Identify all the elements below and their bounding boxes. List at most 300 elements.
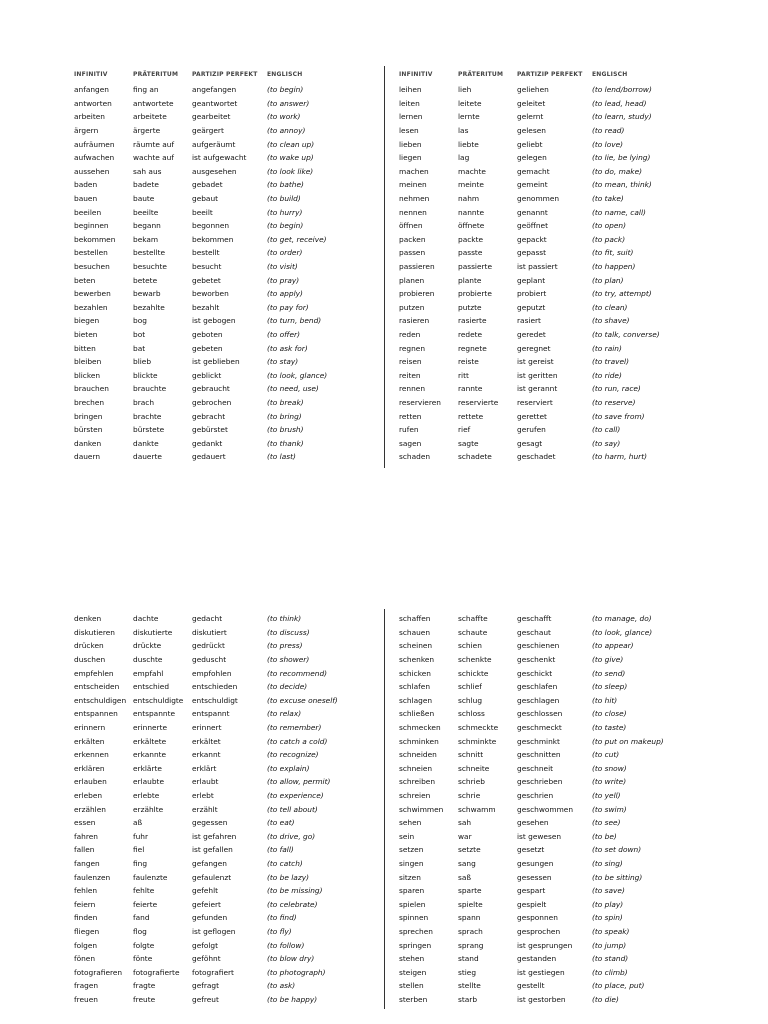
cell-englisch: (to be)	[592, 831, 617, 841]
cell-partizip-perfekt: gelesen	[517, 126, 546, 136]
cell-infinitiv: dauern	[74, 452, 101, 462]
table-row	[399, 938, 717, 952]
cell-praeteritum: lieh	[458, 85, 472, 95]
cell-praeteritum: stand	[458, 954, 479, 964]
cell-englisch: (to love)	[592, 139, 624, 149]
cell-infinitiv: setzen	[399, 845, 424, 855]
cell-infinitiv: antworten	[74, 98, 112, 108]
cell-englisch: (to run, race)	[592, 384, 641, 394]
table-row	[399, 341, 717, 355]
cell-praeteritum: war	[458, 831, 472, 841]
cell-partizip-perfekt: geschafft	[517, 614, 552, 624]
table-row	[74, 450, 392, 464]
table-row	[399, 396, 717, 410]
cell-infinitiv: passen	[399, 248, 426, 258]
cell-praeteritum: sparte	[458, 886, 482, 896]
table-row	[399, 965, 717, 979]
cell-praeteritum: erkannte	[133, 750, 167, 760]
cell-praeteritum: feierte	[133, 899, 158, 909]
table-row	[399, 382, 717, 396]
cell-englisch: (to blow dry)	[267, 954, 315, 964]
table-row	[399, 151, 717, 165]
table-row	[399, 857, 717, 871]
cell-infinitiv: schreiben	[399, 777, 435, 787]
cell-partizip-perfekt: gefehlt	[192, 886, 219, 896]
cell-partizip-perfekt: ist geblieben	[192, 357, 240, 367]
cell-partizip-perfekt: gebaut	[192, 194, 219, 204]
cell-infinitiv: fliegen	[74, 926, 100, 936]
cell-infinitiv: denken	[74, 614, 102, 624]
cell-infinitiv: fotografieren	[74, 967, 123, 977]
cell-englisch: (to take)	[592, 194, 624, 204]
table-row	[74, 97, 392, 111]
table-row	[74, 368, 392, 382]
cell-infinitiv: reiten	[399, 370, 421, 380]
cell-partizip-perfekt: erkannt	[192, 750, 221, 760]
cell-englisch: (to die)	[592, 994, 619, 1004]
cell-englisch: (to speak)	[592, 926, 630, 936]
cell-praeteritum: schenkte	[458, 655, 492, 665]
cell-infinitiv: erklären	[74, 763, 105, 773]
cell-infinitiv: erkälten	[74, 736, 105, 746]
cell-partizip-perfekt: geschienen	[517, 641, 560, 651]
table-row	[74, 993, 392, 1007]
cell-englisch: (to talk, converse)	[592, 329, 660, 339]
table-row	[74, 952, 392, 966]
table-row	[399, 368, 717, 382]
cell-englisch: (to be sitting)	[592, 872, 643, 882]
cell-partizip-perfekt: gelernt	[517, 112, 544, 122]
cell-praeteritum: schneite	[458, 763, 490, 773]
cell-infinitiv: rasieren	[399, 316, 430, 326]
table-row	[399, 314, 717, 328]
cell-infinitiv: baden	[74, 180, 98, 190]
cell-infinitiv: sitzen	[399, 872, 421, 882]
cell-praeteritum: sprach	[458, 926, 483, 936]
cell-partizip-perfekt: reserviert	[517, 397, 553, 407]
cell-praeteritum: entschied	[133, 682, 170, 692]
table-row	[74, 734, 392, 748]
cell-infinitiv: erzählen	[74, 804, 106, 814]
table-row	[399, 707, 717, 721]
cell-infinitiv: brechen	[74, 397, 105, 407]
cell-praeteritum: schnitt	[458, 750, 484, 760]
cell-partizip-perfekt: gegessen	[192, 818, 228, 828]
cell-infinitiv: singen	[399, 858, 424, 868]
cell-englisch: (to rain)	[592, 343, 622, 353]
cell-englisch: (to look, glance)	[592, 627, 653, 637]
cell-englisch: (to appear)	[592, 641, 634, 651]
table-row	[399, 775, 717, 789]
cell-praeteritum: wachte auf	[133, 153, 174, 163]
cell-infinitiv: nennen	[399, 207, 427, 217]
cell-infinitiv: scheinen	[399, 641, 433, 651]
table-row	[399, 97, 717, 111]
cell-praeteritum: schaute	[458, 627, 488, 637]
cell-infinitiv: passieren	[399, 262, 435, 272]
cell-infinitiv: sprechen	[399, 926, 433, 936]
cell-englisch: (to break)	[267, 397, 304, 407]
cell-partizip-perfekt: geschadet	[517, 452, 556, 462]
table-row	[74, 857, 392, 871]
header-partizip-perfekt: PARTIZIP PERFEKT	[517, 71, 583, 78]
table-row	[399, 246, 717, 260]
cell-praeteritum: machte	[458, 166, 486, 176]
cell-englisch: (to drive, go)	[267, 831, 316, 841]
table-row	[74, 789, 392, 803]
cell-partizip-perfekt: genannt	[517, 207, 548, 217]
cell-englisch: (to stay)	[267, 357, 299, 367]
cell-praeteritum: bekam	[133, 234, 159, 244]
cell-infinitiv: schicken	[399, 668, 431, 678]
cell-partizip-perfekt: gesprochen	[517, 926, 561, 936]
cell-englisch: (to wake up)	[267, 153, 314, 163]
cell-praeteritum: spann	[458, 913, 481, 923]
cell-englisch: (to place, put)	[592, 981, 645, 991]
cell-praeteritum: schmeckte	[458, 723, 499, 733]
cell-infinitiv: feiern	[74, 899, 96, 909]
cell-infinitiv: aussehen	[74, 166, 110, 176]
cell-praeteritum: schminkte	[458, 736, 497, 746]
cell-partizip-perfekt: empfohlen	[192, 668, 232, 678]
cell-praeteritum: sah aus	[133, 166, 162, 176]
header-partizip-perfekt: PARTIZIP PERFEKT	[192, 71, 258, 78]
cell-englisch: (to sing)	[592, 858, 623, 868]
cell-infinitiv: blicken	[74, 370, 101, 380]
cell-infinitiv: empfehlen	[74, 668, 114, 678]
cell-infinitiv: bürsten	[74, 425, 103, 435]
cell-praeteritum: schaffte	[458, 614, 488, 624]
cell-praeteritum: sagte	[458, 438, 479, 448]
cell-infinitiv: beten	[74, 275, 96, 285]
column-divider	[384, 609, 385, 1009]
cell-partizip-perfekt: geschlafen	[517, 682, 558, 692]
table-row	[399, 328, 717, 342]
cell-infinitiv: schaden	[399, 452, 431, 462]
cell-englisch: (to pack)	[592, 234, 626, 244]
table-row	[399, 287, 717, 301]
cell-englisch: (to mean, think)	[592, 180, 652, 190]
cell-englisch: (to stand)	[592, 954, 629, 964]
cell-englisch: (to clean up)	[267, 139, 315, 149]
cell-praeteritum: sprang	[458, 940, 484, 950]
cell-praeteritum: bog	[133, 316, 147, 326]
table-row	[74, 110, 392, 124]
cell-praeteritum: folgte	[133, 940, 155, 950]
table-header	[74, 66, 392, 83]
table-row	[399, 762, 717, 776]
cell-partizip-perfekt: gesagt	[517, 438, 543, 448]
table-row	[74, 423, 392, 437]
cell-infinitiv: erleben	[74, 791, 103, 801]
header-infinitiv: INFINITIV	[399, 71, 433, 78]
cell-englisch: (to need, use)	[267, 384, 319, 394]
cell-partizip-perfekt: gefunden	[192, 913, 228, 923]
cell-partizip-perfekt: ist gestorben	[517, 994, 566, 1004]
table-row	[74, 965, 392, 979]
cell-infinitiv: springen	[399, 940, 432, 950]
table-row	[74, 246, 392, 260]
cell-englisch: (to give)	[592, 655, 624, 665]
cell-englisch: (to offer)	[267, 329, 300, 339]
cell-praeteritum: schwamm	[458, 804, 496, 814]
cell-infinitiv: bieten	[74, 329, 98, 339]
cell-infinitiv: leiten	[399, 98, 420, 108]
table-row	[74, 273, 392, 287]
table-row	[74, 178, 392, 192]
cell-infinitiv: reden	[399, 329, 421, 339]
header-infinitiv: INFINITIV	[74, 71, 108, 78]
table-row	[74, 816, 392, 830]
cell-partizip-perfekt: geboten	[192, 329, 223, 339]
cell-englisch: (to travel)	[592, 357, 629, 367]
cell-infinitiv: beginnen	[74, 221, 109, 231]
top-right-block	[399, 66, 719, 464]
cell-englisch: (to recommend)	[267, 668, 328, 678]
cell-partizip-perfekt: gesetzt	[517, 845, 545, 855]
cell-praeteritum: baute	[133, 194, 155, 204]
cell-infinitiv: danken	[74, 438, 102, 448]
cell-englisch: (to jump)	[592, 940, 627, 950]
cell-infinitiv: nehmen	[399, 194, 430, 204]
cell-partizip-perfekt: geantwortet	[192, 98, 238, 108]
cell-infinitiv: erinnern	[74, 723, 106, 733]
cell-englisch: (to say)	[592, 438, 621, 448]
cell-englisch: (to be happy)	[267, 994, 318, 1004]
table-row	[399, 666, 717, 680]
cell-infinitiv: diskutieren	[74, 627, 115, 637]
cell-praeteritum: starb	[458, 994, 478, 1004]
table-row	[74, 938, 392, 952]
cell-praeteritum: bot	[133, 329, 146, 339]
cell-partizip-perfekt: geleitet	[517, 98, 546, 108]
cell-partizip-perfekt: geplant	[517, 275, 546, 285]
cell-infinitiv: rennen	[399, 384, 426, 394]
table-row	[74, 748, 392, 762]
cell-praeteritum: entschuldigte	[133, 695, 184, 705]
cell-infinitiv: folgen	[74, 940, 98, 950]
table-row	[74, 653, 392, 667]
cell-praeteritum: stellte	[458, 981, 481, 991]
cell-infinitiv: schwimmen	[399, 804, 444, 814]
table-row	[399, 423, 717, 437]
cell-englisch: (to thank)	[267, 438, 304, 448]
cell-englisch: (to decide)	[267, 682, 308, 692]
cell-partizip-perfekt: gesessen	[517, 872, 552, 882]
cell-partizip-perfekt: probiert	[517, 289, 547, 299]
cell-praeteritum: plante	[458, 275, 482, 285]
cell-partizip-perfekt: bekommen	[192, 234, 234, 244]
cell-partizip-perfekt: geschmeckt	[517, 723, 562, 733]
cell-englisch: (to snow)	[592, 763, 627, 773]
cell-partizip-perfekt: gefolgt	[192, 940, 219, 950]
cell-partizip-perfekt: ausgesehen	[192, 166, 237, 176]
cell-partizip-perfekt: ist passiert	[517, 262, 558, 272]
cell-praeteritum: brauchte	[133, 384, 167, 394]
cell-praeteritum: bewarb	[133, 289, 161, 299]
cell-englisch: (to hit)	[592, 695, 618, 705]
cell-englisch: (to begin)	[267, 85, 304, 95]
table-row	[399, 897, 717, 911]
cell-infinitiv: finden	[74, 913, 98, 923]
cell-partizip-perfekt: geliebt	[517, 139, 543, 149]
cell-englisch: (to harm, hurt)	[592, 452, 647, 462]
table-row	[74, 382, 392, 396]
cell-praeteritum: passierte	[458, 262, 493, 272]
cell-englisch: (to think)	[267, 614, 302, 624]
table-row	[399, 137, 717, 151]
cell-partizip-perfekt: gepackt	[517, 234, 547, 244]
cell-partizip-perfekt: geregnet	[517, 343, 551, 353]
cell-infinitiv: drücken	[74, 641, 104, 651]
cell-partizip-perfekt: geputzt	[517, 302, 546, 312]
cell-praeteritum: schlug	[458, 695, 483, 705]
cell-praeteritum: putzte	[458, 302, 482, 312]
cell-infinitiv: freuen	[74, 994, 98, 1004]
cell-englisch: (to relax)	[267, 709, 302, 719]
table-row	[74, 205, 392, 219]
cell-englisch: (to remember)	[267, 723, 322, 733]
cell-praeteritum: redete	[458, 329, 483, 339]
cell-praeteritum: fehlte	[133, 886, 155, 896]
cell-englisch: (to answer)	[267, 98, 310, 108]
cell-praeteritum: ärgerte	[133, 126, 161, 136]
cell-praeteritum: nahm	[458, 194, 480, 204]
cell-englisch: (to follow)	[267, 940, 305, 950]
cell-infinitiv: spinnen	[399, 913, 429, 923]
cell-englisch: (to see)	[592, 818, 621, 828]
table-row	[399, 626, 717, 640]
table-row	[74, 666, 392, 680]
cell-partizip-perfekt: gerettet	[517, 411, 547, 421]
cell-englisch: (to last)	[267, 452, 296, 462]
cell-infinitiv: steigen	[399, 967, 427, 977]
table-row	[74, 721, 392, 735]
cell-englisch: (to lend/borrow)	[592, 85, 652, 95]
cell-partizip-perfekt: gebeten	[192, 343, 223, 353]
cell-praeteritum: badete	[133, 180, 159, 190]
cell-partizip-perfekt: erlebt	[192, 791, 214, 801]
cell-englisch: (to recognize)	[267, 750, 319, 760]
cell-praeteritum: rief	[458, 425, 471, 435]
cell-infinitiv: faulenzen	[74, 872, 111, 882]
cell-infinitiv: sterben	[399, 994, 428, 1004]
cell-praeteritum: fotografierte	[133, 967, 180, 977]
cell-partizip-perfekt: ist gefallen	[192, 845, 233, 855]
cell-partizip-perfekt: ist gebogen	[192, 316, 236, 326]
cell-partizip-perfekt: gerufen	[517, 425, 546, 435]
table-row	[399, 192, 717, 206]
cell-praeteritum: erinnerte	[133, 723, 168, 733]
cell-partizip-perfekt: geföhnt	[192, 954, 221, 964]
cell-praeteritum: probierte	[458, 289, 492, 299]
cell-englisch: (to save from)	[592, 411, 645, 421]
table-row	[399, 802, 717, 816]
cell-partizip-perfekt: beworben	[192, 289, 229, 299]
cell-englisch: (to visit)	[267, 262, 298, 272]
cell-praeteritum: erlebte	[133, 791, 160, 801]
cell-infinitiv: retten	[399, 411, 422, 421]
table-row	[74, 219, 392, 233]
cell-infinitiv: bezahlen	[74, 302, 108, 312]
table-row	[399, 680, 717, 694]
cell-partizip-perfekt: ist gerannt	[517, 384, 558, 394]
cell-partizip-perfekt: fotografiert	[192, 967, 234, 977]
table-row	[399, 830, 717, 844]
cell-partizip-perfekt: gebraucht	[192, 384, 230, 394]
cell-englisch: (to swim)	[592, 804, 627, 814]
cell-partizip-perfekt: gedankt	[192, 438, 223, 448]
cell-praeteritum: erzählte	[133, 804, 164, 814]
table-row	[74, 355, 392, 369]
table-row	[74, 639, 392, 653]
cell-praeteritum: fing	[133, 858, 148, 868]
cell-englisch: (to put on makeup)	[592, 736, 664, 746]
table-row	[74, 301, 392, 315]
cell-infinitiv: meinen	[399, 180, 427, 190]
cell-englisch: (to pay for)	[267, 302, 309, 312]
verb-table	[399, 612, 717, 1006]
cell-infinitiv: lesen	[399, 126, 419, 136]
cell-englisch: (to set down)	[592, 845, 642, 855]
table-row	[399, 911, 717, 925]
table-row	[399, 979, 717, 993]
cell-infinitiv: anfangen	[74, 85, 109, 95]
cell-infinitiv: schlafen	[399, 682, 431, 692]
table-row	[74, 287, 392, 301]
cell-praeteritum: empfahl	[133, 668, 164, 678]
cell-partizip-perfekt: gefaulenzt	[192, 872, 232, 882]
cell-partizip-perfekt: geschrieben	[517, 777, 563, 787]
cell-englisch: (to play)	[592, 899, 624, 909]
cell-praeteritum: flog	[133, 926, 147, 936]
cell-infinitiv: fönen	[74, 954, 96, 964]
cell-englisch: (to do, make)	[592, 166, 643, 176]
cell-praeteritum: blieb	[133, 357, 152, 367]
table-row	[399, 110, 717, 124]
cell-partizip-perfekt: rasiert	[517, 316, 541, 326]
cell-praeteritum: las	[458, 126, 469, 136]
table-row	[399, 843, 717, 857]
cell-praeteritum: nannte	[458, 207, 485, 217]
table-row	[399, 436, 717, 450]
cell-praeteritum: fing an	[133, 85, 159, 95]
cell-infinitiv: erkennen	[74, 750, 109, 760]
cell-englisch: (to ask)	[267, 981, 296, 991]
cell-partizip-perfekt: erklärt	[192, 763, 217, 773]
table-row	[74, 897, 392, 911]
cell-praeteritum: aß	[133, 818, 143, 828]
cell-praeteritum: duschte	[133, 655, 163, 665]
cell-englisch: (to fit, suit)	[592, 248, 634, 258]
cell-praeteritum: freute	[133, 994, 156, 1004]
cell-infinitiv: reisen	[399, 357, 422, 367]
cell-partizip-perfekt: geredet	[517, 329, 546, 339]
table-row	[399, 694, 717, 708]
cell-englisch: (to eat)	[267, 818, 295, 828]
cell-partizip-perfekt: gebracht	[192, 411, 226, 421]
table-row	[399, 639, 717, 653]
cell-partizip-perfekt: erzählt	[192, 804, 218, 814]
cell-englisch: (to find)	[267, 913, 297, 923]
table-row	[74, 396, 392, 410]
cell-partizip-perfekt: geschlagen	[517, 695, 560, 705]
header-praeteritum: PRÄTERITUM	[458, 71, 504, 78]
cell-partizip-perfekt: bezahlt	[192, 302, 220, 312]
cell-partizip-perfekt: geschlossen	[517, 709, 563, 719]
cell-infinitiv: schauen	[399, 627, 431, 637]
verb-table	[399, 66, 717, 464]
